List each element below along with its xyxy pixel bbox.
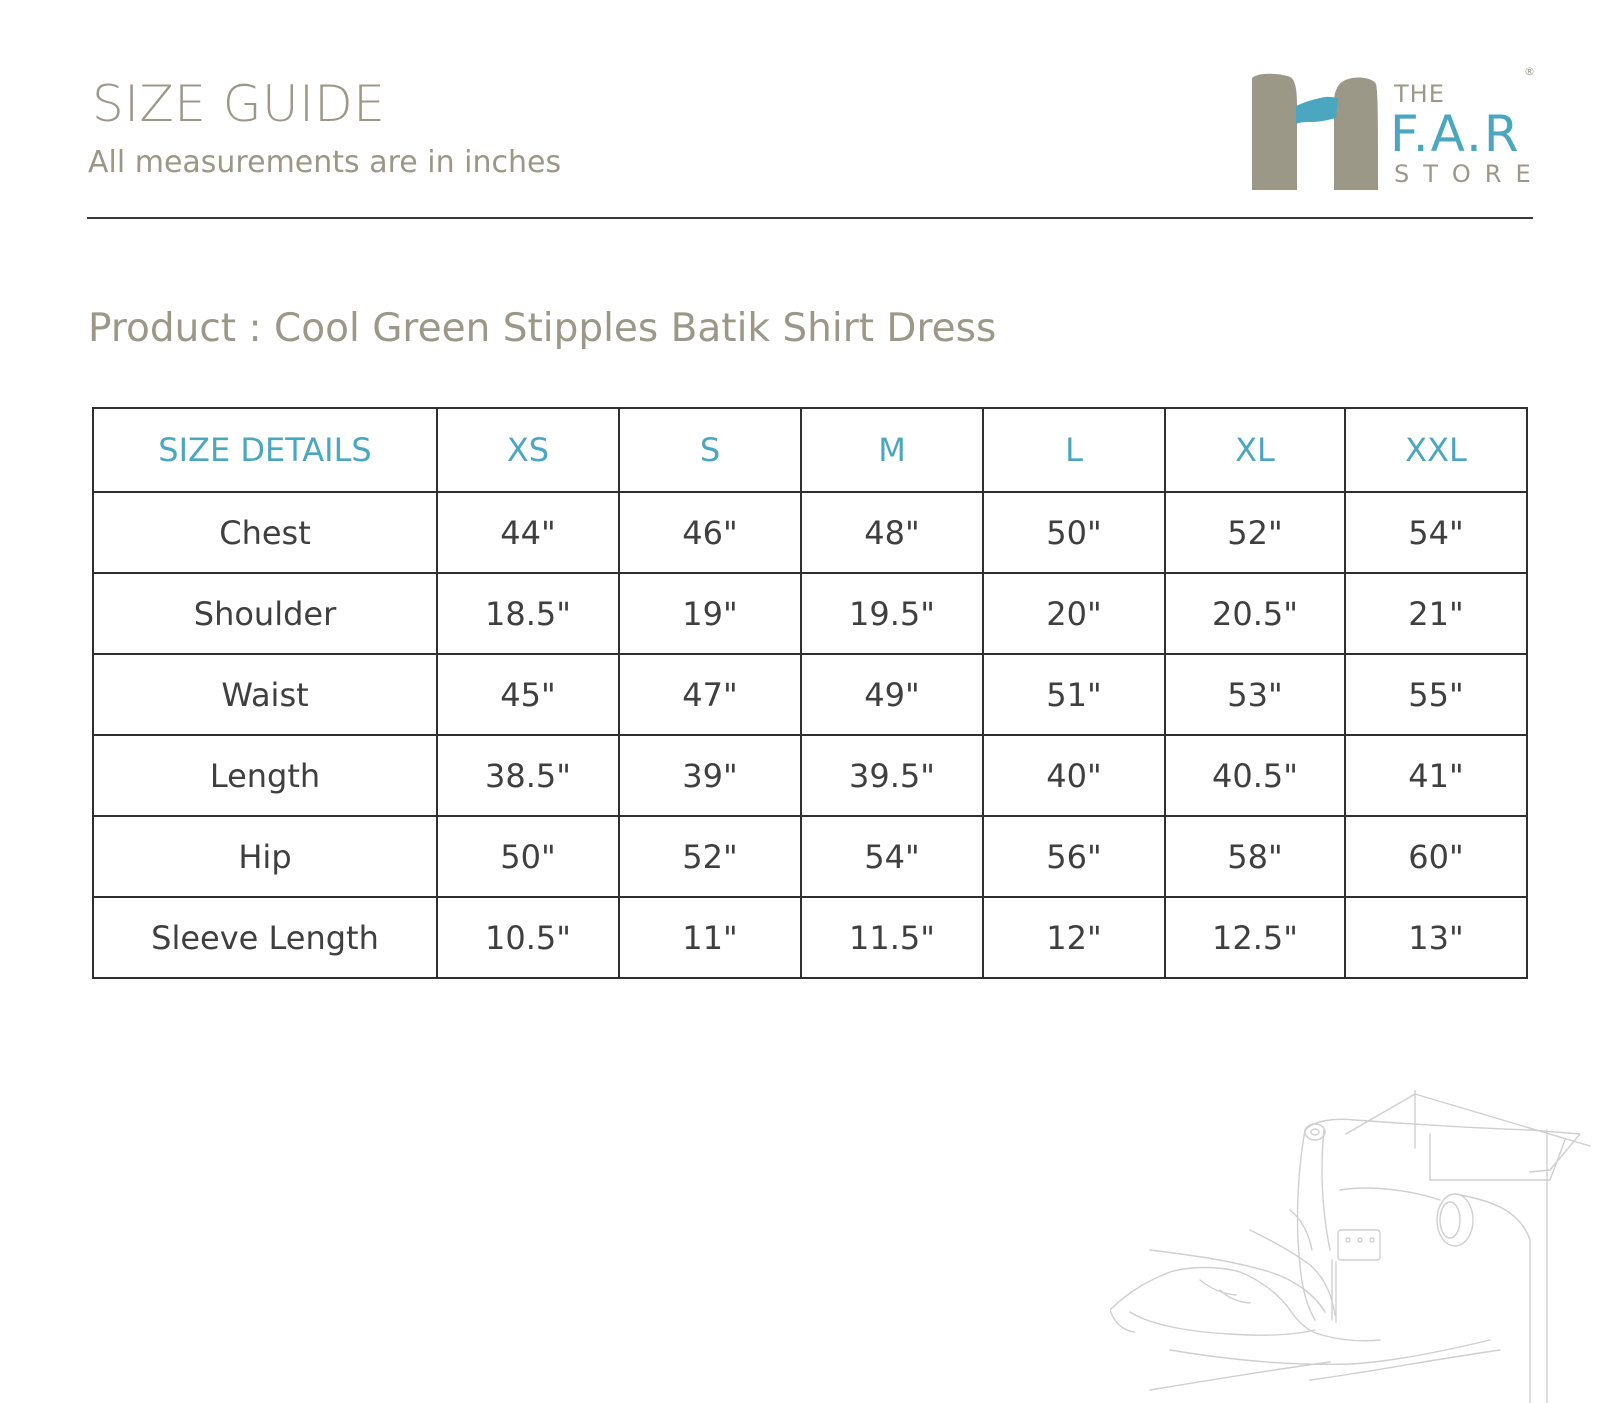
table-cell: 11.5" [801, 897, 983, 978]
table-cell: 39" [619, 735, 801, 816]
page-subtitle: All measurements are in inches [88, 145, 562, 180]
table-cell: 20.5" [1165, 573, 1345, 654]
table-cell: 38.5" [437, 735, 619, 816]
table-cell: 50" [983, 492, 1165, 573]
sewing-machine-illustration-icon [1110, 1090, 1600, 1403]
table-cell: 45" [437, 654, 619, 735]
logo-text-store: STORE [1394, 160, 1545, 188]
registered-mark: ® [1524, 65, 1535, 78]
table-cell: 46" [619, 492, 801, 573]
table-cell: 60" [1345, 816, 1527, 897]
table-cell: 47" [619, 654, 801, 735]
table-cell: 41" [1345, 735, 1527, 816]
row-label: Shoulder [93, 573, 437, 654]
table-cell: 49" [801, 654, 983, 735]
table-cell: 40" [983, 735, 1165, 816]
table-row [93, 735, 1527, 816]
table-cell: 13" [1345, 897, 1527, 978]
table-cell: 55" [1345, 654, 1527, 735]
table-row [93, 573, 1527, 654]
table-cell: 21" [1345, 573, 1527, 654]
table-cell: 40.5" [1165, 735, 1345, 816]
table-cell: 19" [619, 573, 801, 654]
table-cell: 48" [801, 492, 983, 573]
table-row [93, 492, 1527, 573]
far-store-logo-icon [1250, 62, 1390, 192]
table-row [93, 897, 1527, 978]
row-label: Chest [93, 492, 437, 573]
table-row [93, 654, 1527, 735]
table-cell: 12.5" [1165, 897, 1345, 978]
table-cell: 53" [1165, 654, 1345, 735]
row-label: Hip [93, 816, 437, 897]
table-cell: 12" [983, 897, 1165, 978]
header-size-xxl: XXL [1345, 408, 1527, 492]
table-cell: 58" [1165, 816, 1345, 897]
table-cell: 50" [437, 816, 619, 897]
logo-text-the: THE [1394, 80, 1445, 108]
row-label: Length [93, 735, 437, 816]
brand-logo [1250, 62, 1545, 192]
size-table [92, 407, 1528, 979]
product-name: Product : Cool Green Stipples Batik Shirt Dress [88, 306, 997, 351]
table-cell: 18.5" [437, 573, 619, 654]
table-cell: 51" [983, 654, 1165, 735]
header-size-l: L [983, 408, 1165, 492]
table-cell: 44" [437, 492, 619, 573]
table-cell: 54" [801, 816, 983, 897]
header-size-xl: XL [1165, 408, 1345, 492]
table-cell: 19.5" [801, 573, 983, 654]
table-cell: 52" [619, 816, 801, 897]
page-title: SIZE GUIDE [92, 75, 386, 133]
table-cell: 11" [619, 897, 801, 978]
logo-text-far: F.A.R [1390, 105, 1521, 163]
header-size-details: SIZE DETAILS [93, 408, 437, 492]
table-cell: 54" [1345, 492, 1527, 573]
table-header-row [93, 408, 1527, 492]
table-row [93, 816, 1527, 897]
table-cell: 10.5" [437, 897, 619, 978]
table-cell: 39.5" [801, 735, 983, 816]
header-divider [87, 217, 1533, 219]
row-label: Waist [93, 654, 437, 735]
row-label: Sleeve Length [93, 897, 437, 978]
header-size-m: M [801, 408, 983, 492]
table-cell: 56" [983, 816, 1165, 897]
table-cell: 52" [1165, 492, 1345, 573]
header-size-s: S [619, 408, 801, 492]
table-cell: 20" [983, 573, 1165, 654]
header-size-xs: XS [437, 408, 619, 492]
